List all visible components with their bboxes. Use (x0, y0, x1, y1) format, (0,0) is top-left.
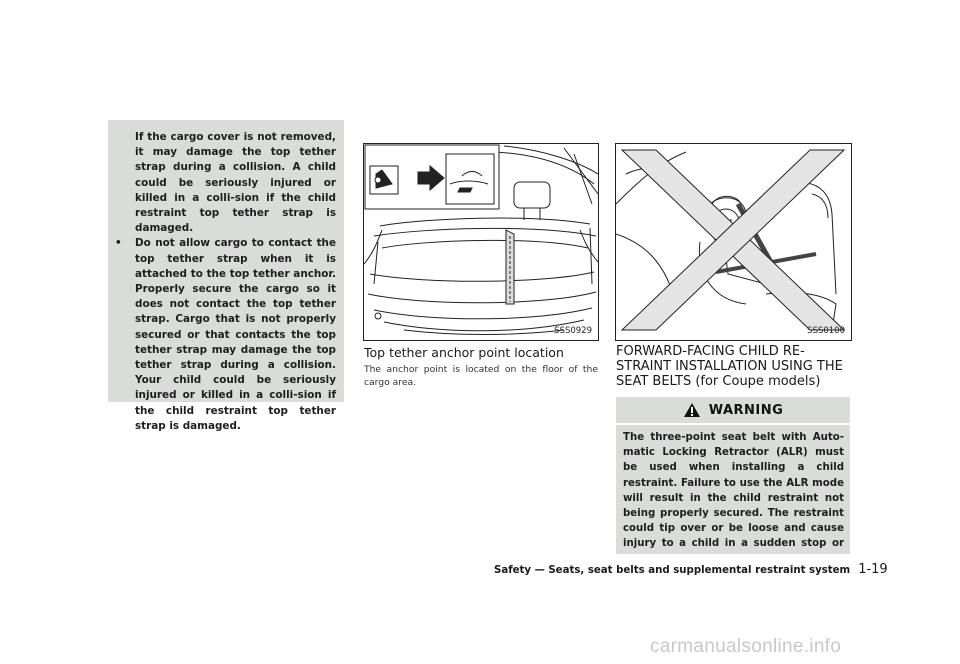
warning-header (616, 397, 850, 423)
section-title-anchor-location: Top tether anchor point location (364, 345, 564, 360)
warning-label: WARNING (708, 402, 784, 418)
section-title-forward-facing (616, 344, 856, 390)
page-number: 1-19 (858, 562, 888, 577)
footer-section-title: Safety — Seats, seat belts and supplemental restraint system (494, 565, 851, 576)
warning-continuation-text (115, 130, 336, 434)
figure-code: SSS0929 (554, 326, 592, 336)
page-footer (494, 562, 888, 577)
title-line: STRAINT INSTALLATION USING THE (616, 359, 843, 375)
watermark: carmanualsonline.info (650, 636, 842, 657)
figure-code: SSS0100 (807, 326, 845, 336)
warning-divider (616, 423, 850, 425)
cargo-area-illustration (364, 144, 598, 340)
cargo-contact-warning: Do not allow cargo to contact the top tether strap when it is attached to the top tether anchor. Properly secure the cargo so it does not contact the top tether strap. Cargo that is not properly secured or that contacts the top tether strap may damage the top tether strap during a collision. Your child could be seriously injured or killed in a colli-sion if the child restraint top tether strap is damaged. (135, 237, 336, 432)
section-body-anchor-location: The anchor point is located on the floor of the cargo area. (364, 364, 598, 388)
title-line: SEAT BELTS (for Coupe models) (616, 374, 821, 390)
warning-triangle-icon (683, 402, 701, 418)
child-restraint-figure (615, 143, 852, 341)
warning-box (616, 397, 850, 554)
tether-anchor-figure (363, 143, 599, 341)
warning-text: The three-point seat belt with Auto-matic Locking Retractor (ALR) must be used when installing a child restraint. Failure to use the ALR mode will result in the child restraint not being properly secured. The restraint could tip over or be loose and cause injury to a child in a sudden stop or (623, 432, 844, 550)
title-line: FORWARD-FACING CHILD RE- (616, 344, 805, 359)
crossed-out-restraint-illustration (616, 144, 851, 340)
cargo-cover-warning: If the cargo cover is not removed, it may damage the top tether strap during a collision. A child could be seriously injured or killed in a colli-sion if the child restraint top tether strap is damaged. (135, 131, 336, 235)
bullet-icon: • (115, 237, 122, 250)
cargo-bullet-item (115, 236, 336, 434)
